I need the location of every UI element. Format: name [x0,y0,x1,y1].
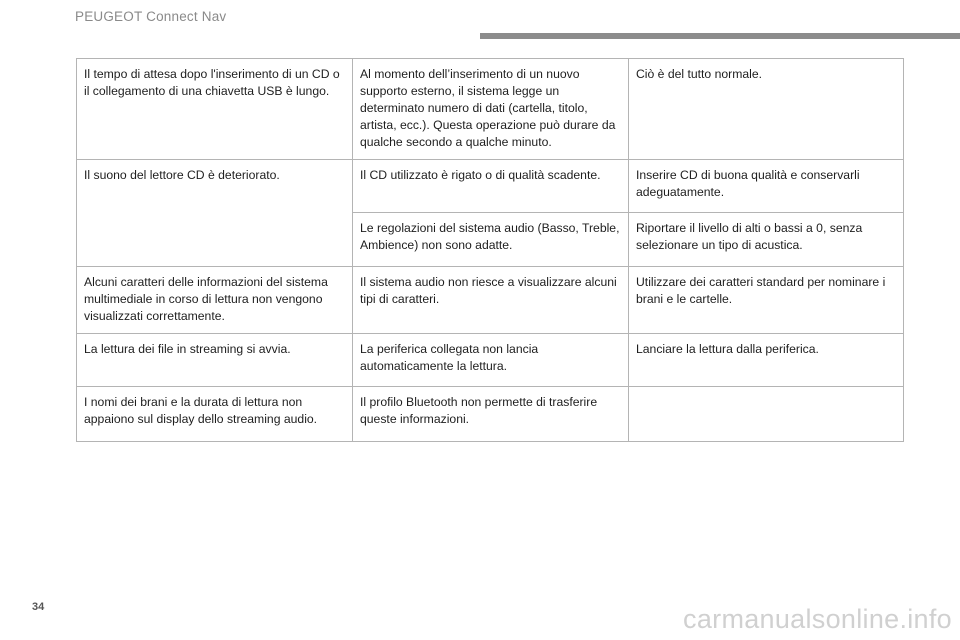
cause-cell: Il profilo Bluetooth non permette di trasferire queste informazioni. [353,387,629,442]
question-cell: Il suono del lettore CD è deteriorato. [77,160,353,267]
cause-cell: La periferica collegata non lancia automaticamente la lettura. [353,334,629,387]
table-row [77,387,904,442]
table-row [77,59,904,160]
cause-cell: Al momento dell’inserimento di un nuovo supporto esterno, il sistema legge un determinato numero di dati (cartella, titolo, artista, ecc.). Questa operazione può durare da qualche secondo a qualche minuto. [353,59,629,160]
troubleshooting-table [76,58,904,442]
solution-cell [629,387,904,442]
cause-cell: Il sistema audio non riesce a visualizzare alcuni tipi di caratteri. [353,267,629,334]
question-cell: Il tempo di attesa dopo l'inserimento di un CD o il collegamento di una chiavetta USB è lungo. [77,59,353,160]
table-row [77,160,904,213]
solution-cell: Ciò è del tutto normale. [629,59,904,160]
solution-cell: Utilizzare dei caratteri standard per nominare i brani e le cartelle. [629,267,904,334]
page-number: 34 [32,601,45,613]
table-row [77,334,904,387]
header-bar [480,33,960,39]
table-row [77,267,904,334]
cause-cell: Le regolazioni del sistema audio (Basso, Treble, Ambience) non sono adatte. [353,213,629,267]
solution-cell: Inserire CD di buona qualità e conservarli adeguatamente. [629,160,904,213]
page-header-title: PEUGEOT Connect Nav [75,9,227,24]
watermark: carmanualsonline.info [683,604,952,634]
question-cell: Alcuni caratteri delle informazioni del sistema multimediale in corso di lettura non vengono visualizzati correttamente. [77,267,353,334]
cause-cell: Il CD utilizzato è rigato o di qualità scadente. [353,160,629,213]
solution-cell: Lanciare la lettura dalla periferica. [629,334,904,387]
question-cell: La lettura dei file in streaming si avvia. [77,334,353,387]
question-cell: I nomi dei brani e la durata di lettura non appaiono sul display dello streaming audio. [77,387,353,442]
solution-cell: Riportare il livello di alti o bassi a 0, senza selezionare un tipo di acustica. [629,213,904,267]
